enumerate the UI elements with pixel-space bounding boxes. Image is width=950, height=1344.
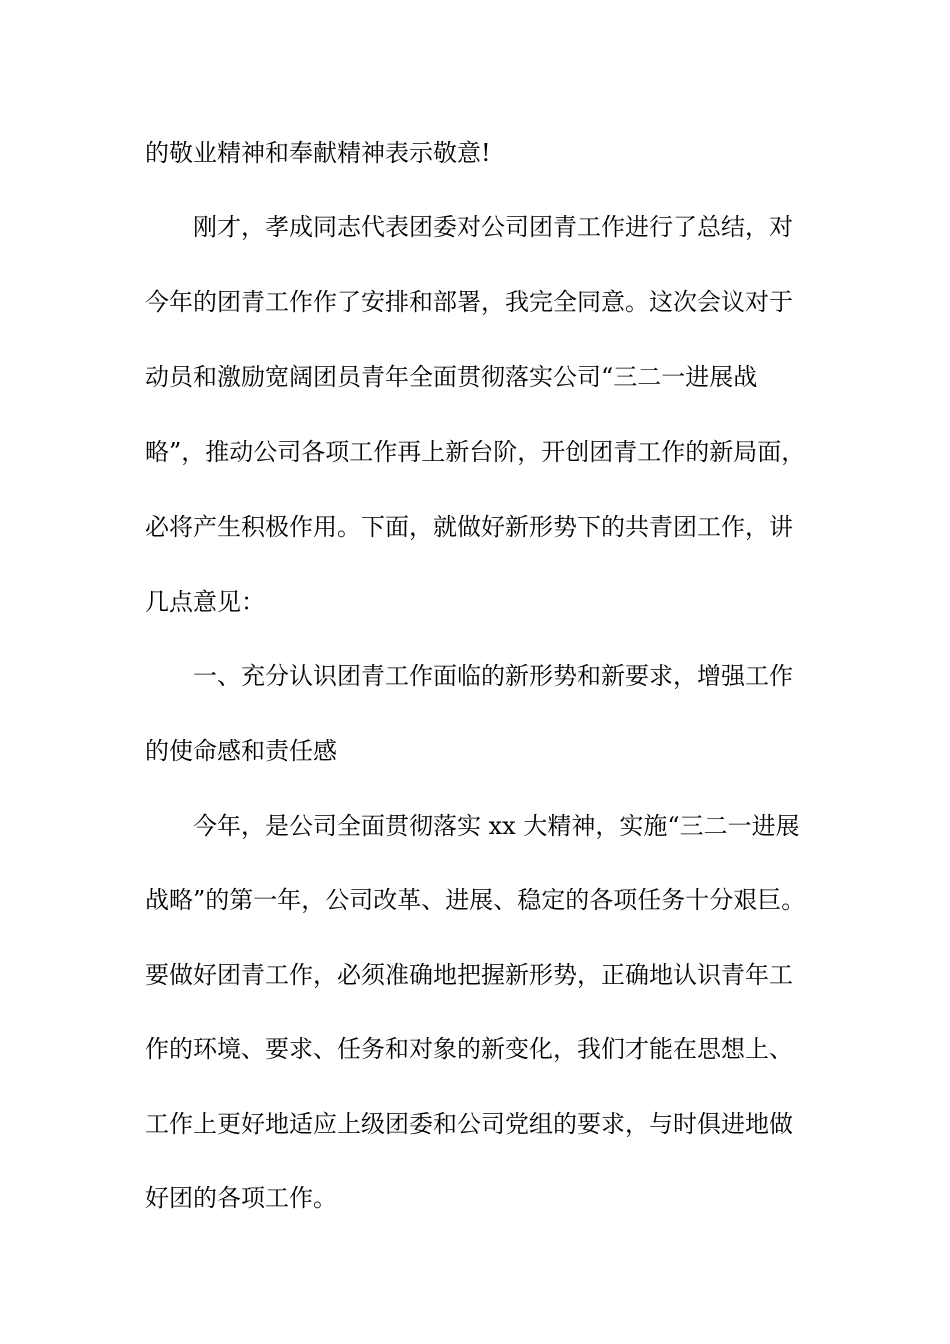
text-line-15: 好团的各项工作。 [145,1184,337,1212]
text-line-5: 略”，推动公司各项工作再上新台阶，开创团青工作的新局面， [145,438,806,466]
text-line-4: 动员和激励宽阔团员青年全面贯彻落实公司“三二一进展战 [145,363,758,391]
section-heading-line-2: 的使命感和责任感 [145,737,337,765]
text-line-13: 作的环境、要求、任务和对象的新变化，我们才能在思想上、 [145,1035,793,1063]
text-line-7: 几点意见： [145,588,265,616]
section-heading-line-1: 一、充分认识团青工作面临的新形势和新要求，增强工作 [193,662,793,690]
text-line-14: 工作上更好地适应上级团委和公司党组的要求，与时俱进地做 [145,1110,793,1138]
text-line-3: 今年的团青工作作了安排和部署，我完全同意。这次会议对于 [145,288,793,316]
text-line-1: 的敬业精神和奉献精神表示敬意! [145,139,491,167]
text-line-10: 今年，是公司全面贯彻落实 xx 大精神，实施“三二一进展 [193,812,800,840]
text-line-11: 战略”的第一年，公司改革、进展、稳定的各项任务十分艰巨。 [145,886,806,914]
text-line-6: 必将产生积极作用。下面，就做好新形势下的共青团工作，讲 [145,513,793,541]
text-line-2: 刚才，孝成同志代表团委对公司团青工作进行了总结，对 [193,213,793,241]
text-line-12: 要做好团青工作，必须准确地把握新形势，正确地认识青年工 [145,961,793,989]
